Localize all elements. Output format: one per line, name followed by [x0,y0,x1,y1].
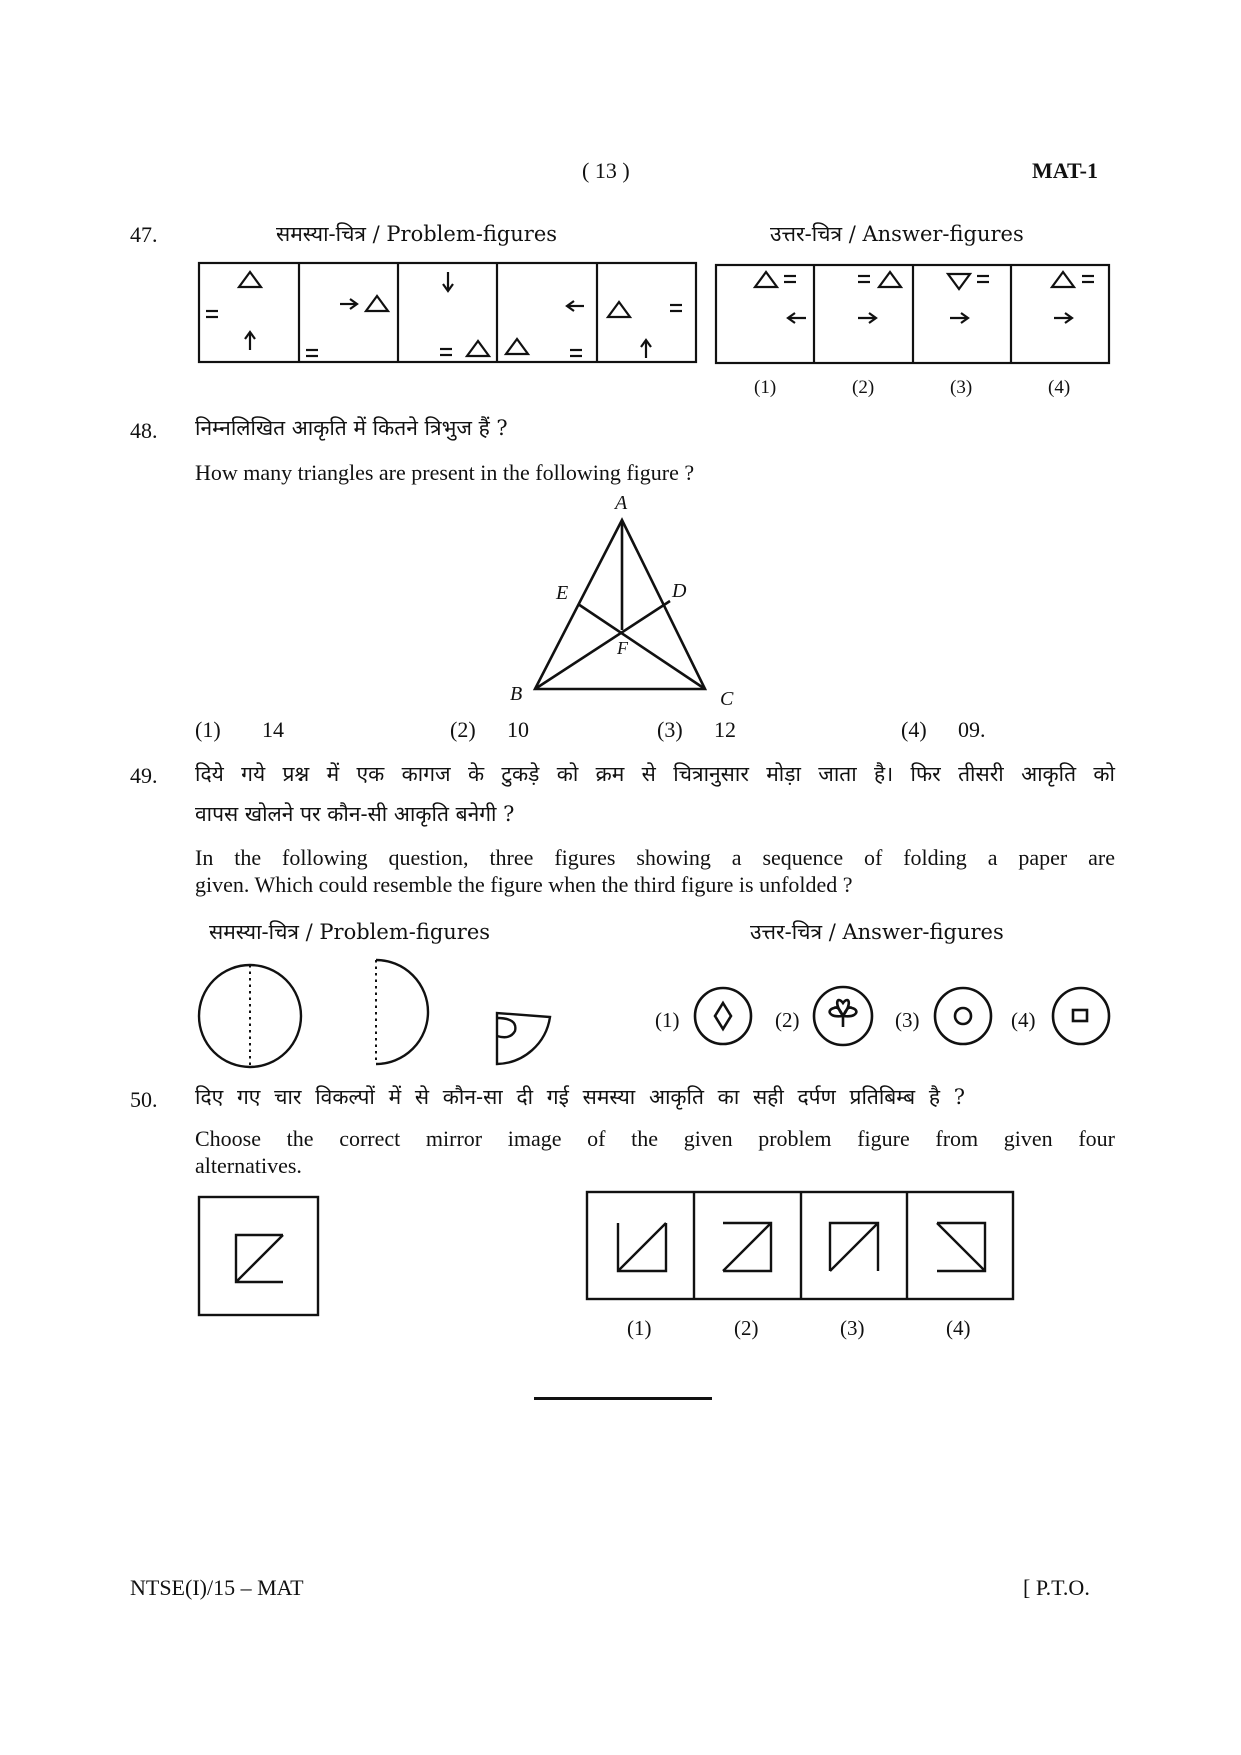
q48-text-hindi: निम्नलिखित आकृति में कितने त्रिभुज हैं ? [195,416,508,440]
footer-pto: [ P.T.O. [1023,1575,1090,1600]
q48-option-label: (1) [195,717,221,742]
q49-text-english-line2: given. Which could resemble the figure when the third figure is unfolded ? [195,872,853,897]
q50-text-english-line1: Choose the correct mirror image of the given problem figure from given four [195,1126,1115,1151]
q50-option-label: (2) [734,1316,759,1340]
q50-option-label: (1) [627,1316,652,1340]
q47-option-label: (1) [754,377,777,398]
q48-text-english: How many triangles are present in the following figure ? [195,460,695,485]
q49-option-label: (3) [895,1008,920,1032]
q49-text-hindi-line1: दिये गये प्रश्न में एक कागज के टुकड़े को क्रम से चित्रानुसार मोड़ा जाता है। फिर तीसरी आकृति को [195,762,1115,786]
q50-option-label: (4) [946,1316,971,1340]
q49-option-label: (4) [1011,1008,1036,1032]
q50-text-english-line2: alternatives. [195,1153,302,1178]
q48-option-value: 09. [958,717,986,742]
footer-paper-id: NTSE(I)/15 – MAT [130,1575,304,1600]
point-label-b: B [510,683,523,705]
q49-option-label: (2) [775,1008,800,1032]
q48-option-value: 10 [507,717,529,742]
q49-problem-heading: समस्या-चित्र / Problem-figures [209,920,491,944]
question-number-49: 49. [130,763,158,788]
point-label-f: F [617,638,628,658]
question-number-48: 48. [130,418,158,443]
q50-text-hindi: दिए गए चार विकल्पों में से कौन-सा दी गई समस्या आकृति का सही दर्पण प्रतिबिम्ब है ? [195,1085,965,1109]
q49-answer-heading: उत्तर-चित्र / Answer-figures [750,920,1004,944]
question-number-50: 50. [130,1087,158,1112]
q50-option-label: (3) [840,1316,865,1340]
q47-option-label: (2) [852,377,875,398]
q47-problem-heading: समस्या-चित्र / Problem-figures [276,222,558,246]
point-label-d: D [672,580,687,602]
q49-text-english-line1: In the following question, three figures showing a sequence of folding a paper are [195,845,1115,870]
q48-option-label: (4) [901,717,927,742]
point-label-a: A [615,492,628,514]
point-label-e: E [556,582,569,604]
q48-option-value: 12 [714,717,736,742]
q48-option-label: (3) [657,717,683,742]
q49-option-label: (1) [655,1008,680,1032]
q47-answer-heading: उत्तर-चित्र / Answer-figures [770,222,1024,246]
paper-code: MAT-1 [1032,158,1098,183]
q47-option-label: (3) [950,377,973,398]
question-number-47: 47. [130,222,158,247]
q49-text-hindi-line2: वापस खोलने पर कौन-सी आकृति बनेगी ? [195,802,515,826]
end-divider [534,1397,712,1400]
point-label-c: C [720,688,734,710]
q47-option-label: (4) [1048,377,1071,398]
page-number: ( 13 ) [582,158,630,183]
q48-option-value: 14 [262,717,284,742]
q48-option-label: (2) [450,717,476,742]
